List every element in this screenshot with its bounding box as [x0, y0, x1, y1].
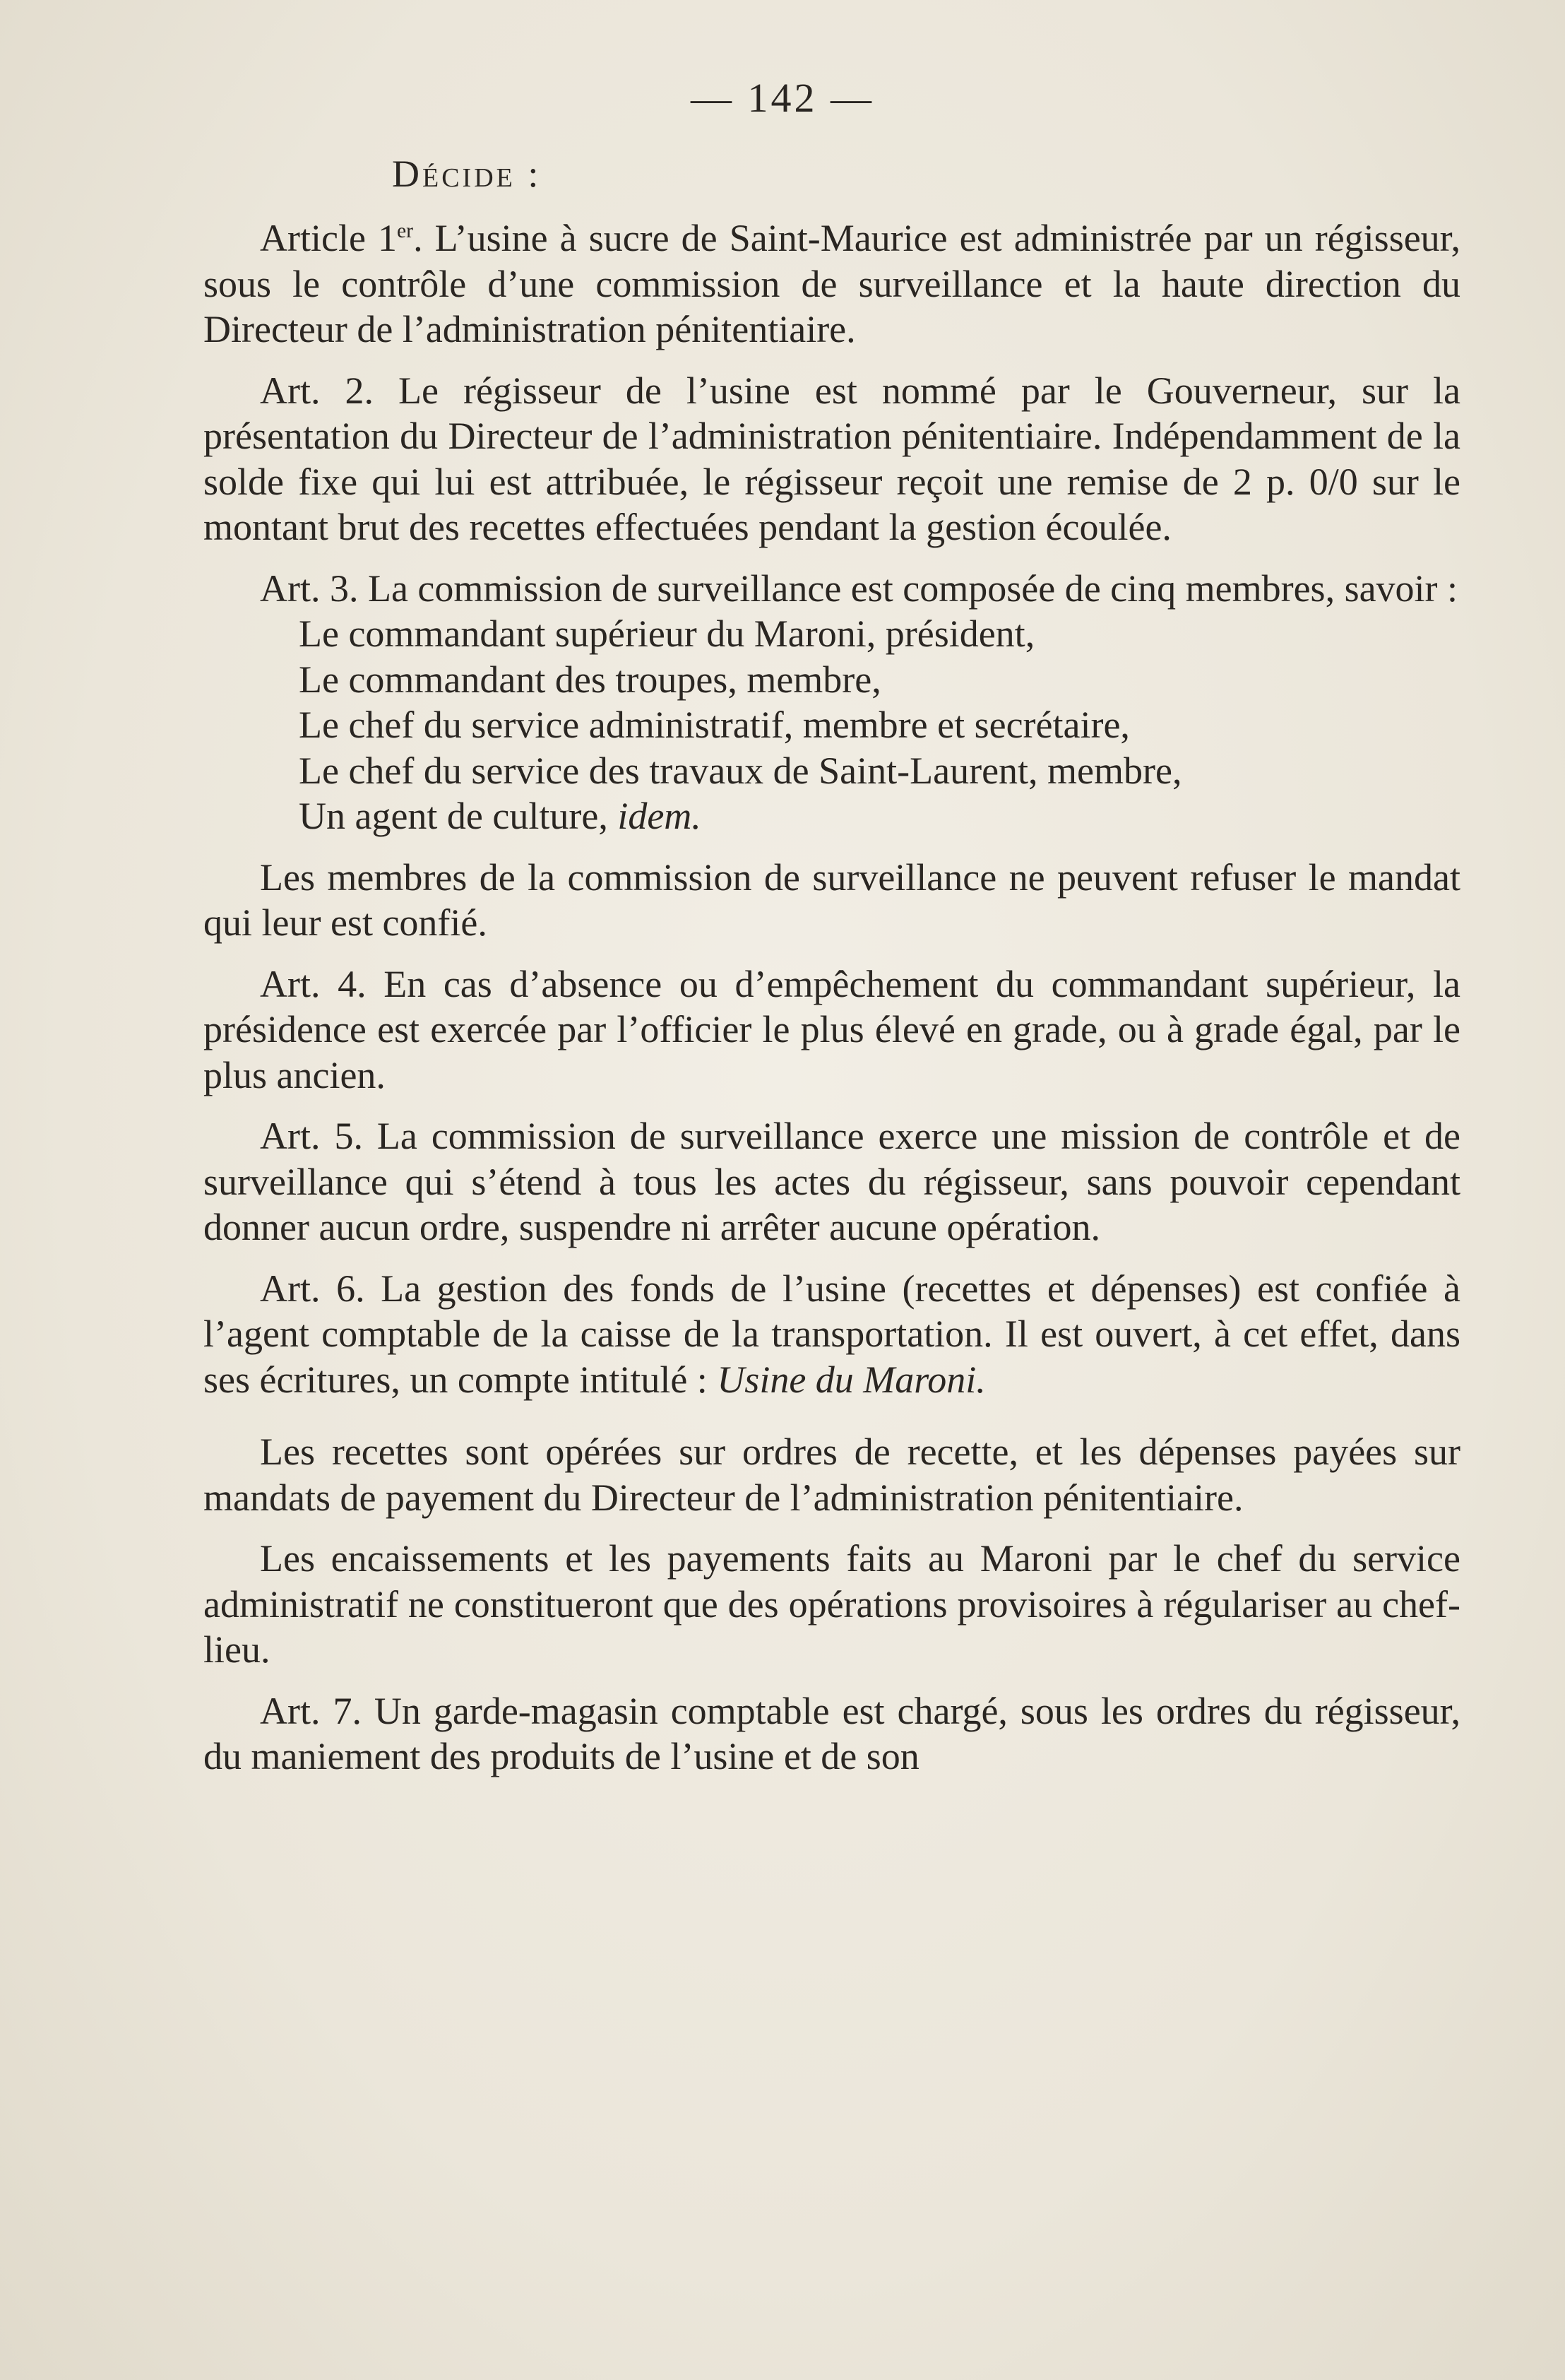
article-1-text: . L’usine à sucre de Saint-Maurice est administrée par un régisseur, sous le contrôle d’une commission de surveillance et la haute direction du Directeur de l’administration pénitentiaire. — [203, 217, 1460, 350]
account-title: Usine du Maroni. — [717, 1358, 986, 1401]
article-1-superscript: er — [396, 220, 414, 242]
commission-member-list — [203, 611, 1460, 839]
article-4: Art. 4. En cas d’absence ou d’empêchement du commandant supérieur, la présidence est exercée par l’officier le plus élevé en grade, ou à grade égal, par le plus ancien. — [203, 962, 1460, 1096]
last-member-idem: idem. — [617, 795, 701, 837]
article-3-note: Les membres de la commission de surveillance ne peuvent refuser le mandat qui leur est confié. — [203, 856, 1460, 944]
list-item — [203, 793, 1460, 839]
list-item: Le chef du service des travaux de Saint-Laurent, membre, — [299, 749, 1182, 792]
list-item: Le commandant supérieur du Maroni, président, — [299, 612, 1035, 655]
article-1-label: Article 1 — [260, 217, 397, 259]
recettes-paragraph: Les recettes sont opérées sur ordres de recette, et les dépenses payées sur mandats de payement du Directeur de l’administration pénitentiaire. — [203, 1431, 1460, 1519]
encaissements-paragraph: Les encaissements et les payements faits au Maroni par le chef du service administratif ne constitueront que des opérations provisoires à régulariser au chef-lieu. — [203, 1537, 1460, 1671]
article-7: Art. 7. Un garde-magasin comptable est chargé, sous les ordres du régisseur, du maniement des produits de l’usine et de son — [203, 1689, 1460, 1777]
article-5: Art. 5. La commission de surveillance exerce une mission de contrôle et de surveillance qui s’étend à tous les actes du régisseur, sans pouvoir cependant donner aucun ordre, suspendre ni arrêter aucune opération. — [203, 1115, 1460, 1248]
article-3-intro: Art. 3. La commission de surveillance est composée de cinq membres, savoir : — [260, 567, 1458, 610]
article-2: Art. 2. Le régisseur de l’usine est nommé par le Gouverneur, sur la présentation du Directeur de l’administration pénitentiaire. Indépendamment de la solde fixe qui lui est attribuée, le régisseur reçoit une remise de 2 p. 0/0 sur le montant brut des recettes effectuées pendant la gestion écoulée. — [203, 369, 1460, 548]
page-number: — 142 — — [691, 75, 874, 121]
last-member-text: Un agent de culture, — [299, 795, 618, 837]
body-text — [203, 215, 1460, 1780]
list-item: Le commandant des troupes, membre, — [299, 658, 881, 701]
article-1 — [203, 215, 1460, 353]
article-6-text: Art. 6. La gestion des fonds de l’usine (recettes et dépenses) est confiée à l’agent comptable de la caisse de la transportation. Il est ouvert, à cet effet, dans ses écritures, un compte intitulé : — [203, 1267, 1460, 1401]
decision-heading: Décide : — [392, 153, 542, 195]
list-item: Le chef du service administratif, membre et secrétaire, — [299, 704, 1130, 746]
article-6 — [203, 1266, 1460, 1403]
